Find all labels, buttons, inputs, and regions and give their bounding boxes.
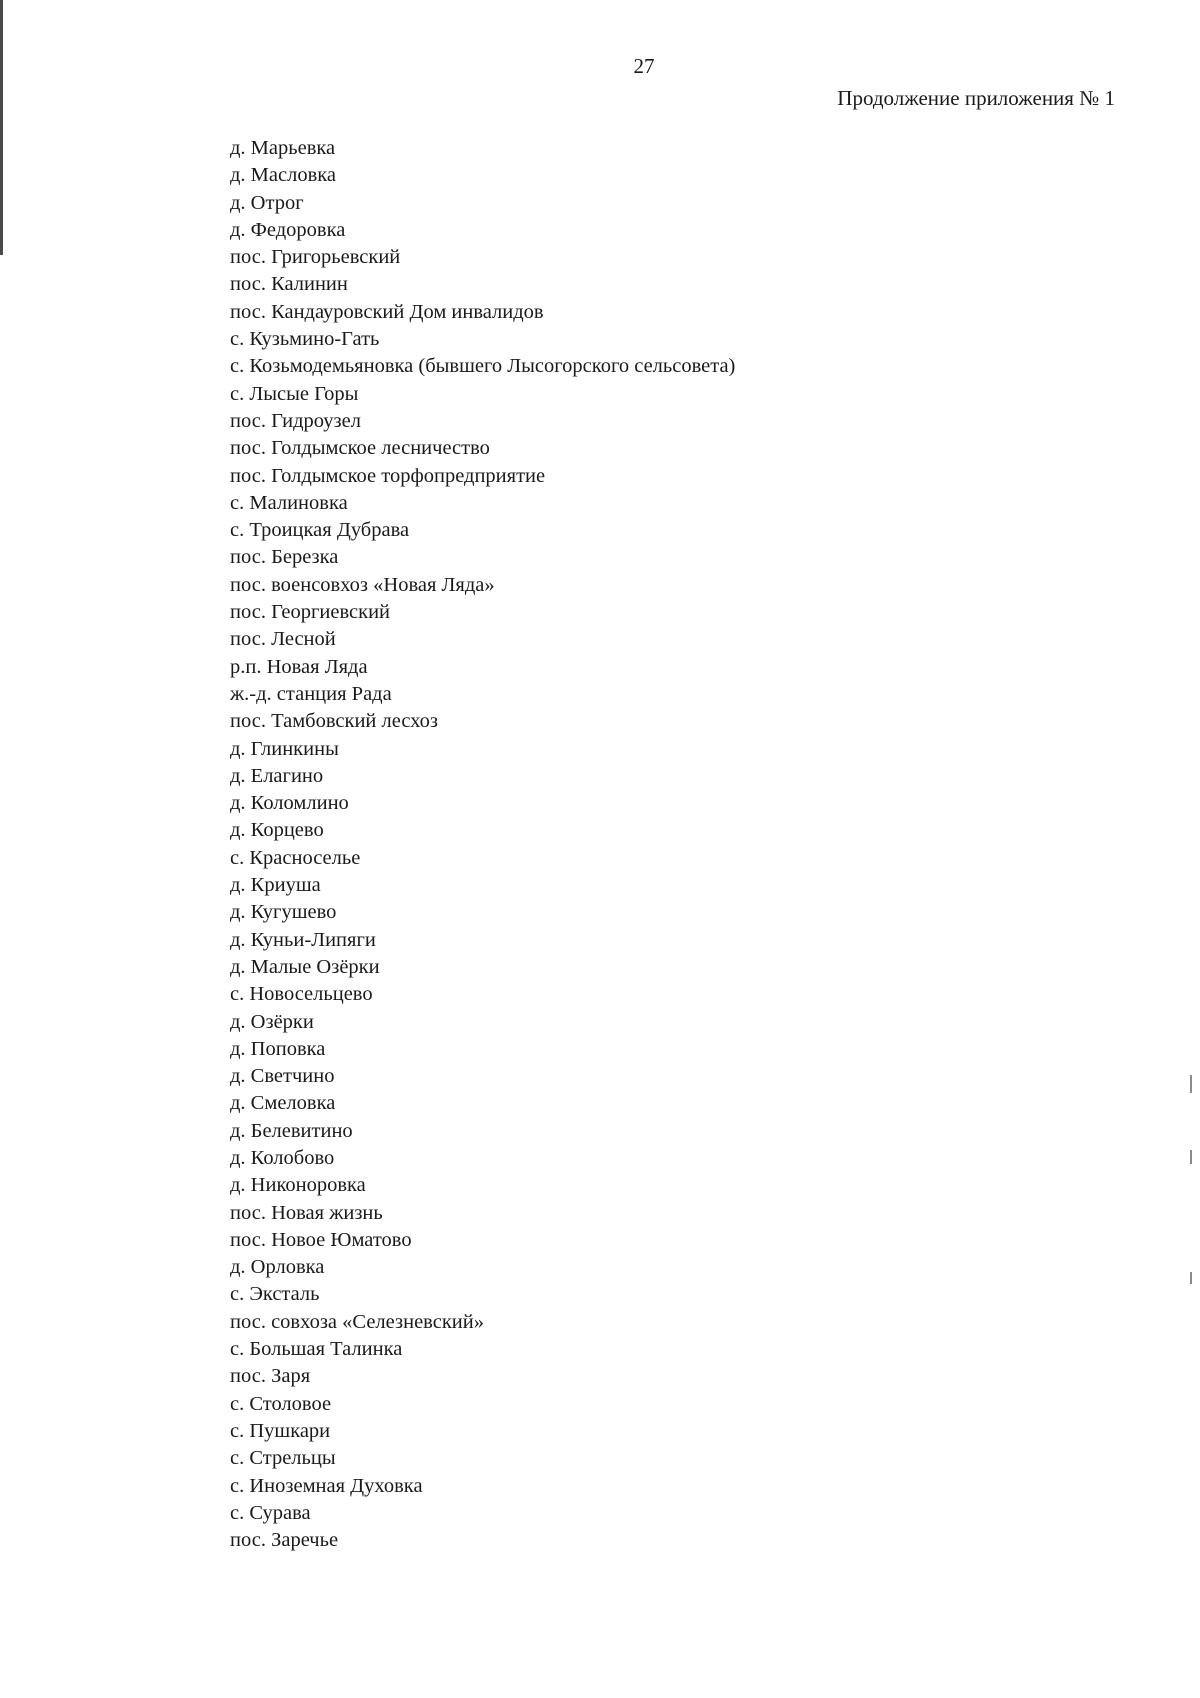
settlement-item: пос. Калинин [230, 273, 348, 296]
settlement-item: пос. Григорьевский [230, 246, 401, 269]
settlement-item: д. Корцево [230, 819, 324, 842]
settlement-item: пос. Кандауровский Дом инвалидов [230, 300, 544, 323]
settlement-item: д. Криуша [230, 874, 321, 897]
settlement-item: с. Кузьмино-Гать [230, 328, 380, 351]
settlement-item: р.п. Новая Ляда [230, 655, 368, 678]
settlement-item: д. Светчино [230, 1065, 335, 1088]
settlement-item: д. Кугушево [230, 901, 337, 924]
settlement-item: д. Куньи-Липяги [230, 928, 376, 951]
settlement-item: с. Эксталь [230, 1283, 320, 1306]
settlement-item: д. Поповка [230, 1037, 326, 1060]
scan-right-mark [1190, 1075, 1192, 1093]
settlement-item: д. Отрог [230, 191, 304, 214]
scan-right-mark [1190, 1272, 1192, 1284]
settlement-item: д. Орловка [230, 1256, 325, 1279]
settlement-list [230, 135, 735, 1554]
settlement-item: с. Иноземная Духовка [230, 1474, 423, 1497]
settlement-item: д. Глинкины [230, 737, 339, 760]
settlement-item: с. Малиновка [230, 491, 348, 514]
settlement-item: д. Федоровка [230, 218, 346, 241]
settlement-item: с. Большая Талинка [230, 1338, 403, 1361]
settlement-item: пос. Новая жизнь [230, 1201, 383, 1224]
settlement-item: д. Белевитино [230, 1119, 353, 1142]
settlement-item: пос. Тамбовский лесхоз [230, 710, 439, 733]
settlement-item: пос. Лесной [230, 628, 336, 651]
settlement-item: пос. Гидроузел [230, 409, 361, 432]
settlement-item: пос. военсовхоз «Новая Ляда» [230, 573, 495, 596]
settlement-item: д. Малые Озёрки [230, 955, 380, 978]
settlement-item: пос. Георгиевский [230, 601, 391, 624]
settlement-item: пос. Новое Юматово [230, 1228, 412, 1251]
settlement-item: с. Сурава [230, 1501, 311, 1524]
settlement-item: с. Красноселье [230, 846, 361, 869]
settlement-item: д. Колобово [230, 1146, 335, 1169]
settlement-item: с. Пушкари [230, 1419, 331, 1442]
scan-left-edge [0, 0, 3, 255]
settlement-item: д. Озёрки [230, 1010, 314, 1033]
settlement-item: пос. совхоза «Селезневский» [230, 1310, 484, 1333]
appendix-continuation-heading: Продолжение приложения № 1 [837, 86, 1115, 110]
settlement-item: пос. Голдымское лесничество [230, 437, 490, 460]
settlement-item: д. Смеловка [230, 1092, 336, 1115]
settlement-item: пос. Заря [230, 1365, 311, 1388]
settlement-item: с. Новосельцево [230, 983, 373, 1006]
settlement-item: с. Козьмодемьяновка (бывшего Лысогорского сельсовета) [230, 355, 736, 378]
settlement-item: д. Марьевка [230, 137, 336, 159]
settlement-item: с. Стрельцы [230, 1447, 336, 1470]
page-number: 27 [633, 54, 655, 78]
settlement-item: д. Масловка [230, 164, 337, 187]
settlement-item: д. Елагино [230, 764, 324, 787]
settlement-item: пос. Березка [230, 546, 339, 569]
scan-right-mark [1190, 1150, 1192, 1164]
settlement-item: с. Лысые Горы [230, 382, 359, 405]
settlement-item: с. Столовое [230, 1392, 332, 1415]
settlement-item: д. Коломлино [230, 792, 349, 815]
settlement-item: ж.-д. станция Рада [230, 682, 392, 705]
settlement-item: д. Никоноровка [230, 1174, 366, 1197]
settlement-item: пос. Заречье [230, 1529, 339, 1552]
settlement-item: с. Троицкая Дубрава [230, 519, 410, 542]
settlement-item: пос. Голдымское торфопредприятие [230, 464, 546, 487]
